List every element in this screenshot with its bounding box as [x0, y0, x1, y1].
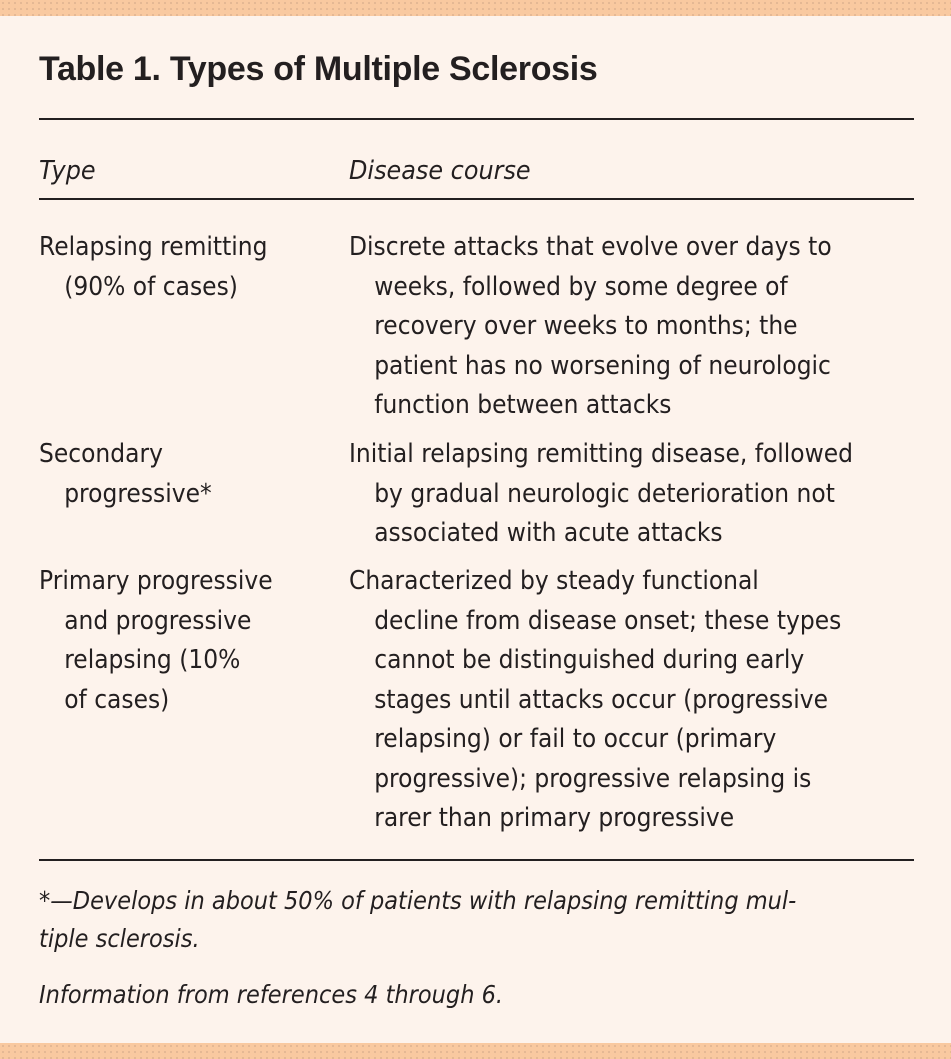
title-rule	[39, 118, 914, 120]
footnote-line: tiple sclerosis.	[39, 924, 200, 953]
course-line: Initial relapsing remitting disease, followed	[349, 439, 853, 469]
course-line: recovery over weeks to months; the	[374, 311, 798, 341]
type-line: Primary progressive	[39, 566, 273, 596]
type-line: relapsing (10%	[64, 645, 241, 675]
course-line: cannot be distinguished during early	[374, 645, 805, 675]
type-line: and progressive	[64, 605, 252, 636]
source-note: Information from references 4 through 6.	[39, 980, 504, 1009]
type-cell	[39, 562, 273, 720]
type-line: (90% of cases)	[64, 271, 238, 302]
course-line: decline from disease onset; these types	[374, 605, 842, 636]
column-header-type: Type	[39, 156, 96, 186]
column-header-disease-course: Disease course	[349, 156, 531, 186]
bottom-decorative-band	[0, 1043, 951, 1059]
course-line: associated with acute attacks	[374, 518, 723, 548]
course-line: Discrete attacks that evolve over days to	[349, 232, 832, 262]
course-line: weeks, followed by some degree of	[374, 271, 788, 302]
course-cell	[349, 228, 832, 426]
course-line: by gradual neurologic deterioration not	[374, 478, 835, 509]
type-line: Relapsing remitting	[39, 232, 268, 262]
course-line: relapsing) or fail to occur (primary	[374, 724, 777, 754]
top-decorative-band	[0, 0, 951, 16]
course-cell	[349, 435, 853, 554]
course-line: patient has no worsening of neurologic	[374, 350, 831, 381]
course-line: stages until attacks occur (progressive	[374, 684, 828, 715]
type-cell	[39, 228, 267, 307]
type-line: progressive*	[64, 478, 212, 509]
type-line: of cases)	[64, 684, 170, 715]
header-rule	[39, 198, 914, 200]
asterisk-footnote	[39, 882, 796, 958]
course-line: function between attacks	[374, 390, 672, 420]
course-cell	[349, 562, 841, 839]
footnote-line: *—Develops in about 50% of patients with relapsing remitting mul-	[39, 886, 797, 915]
type-line: Secondary	[39, 439, 163, 469]
table-title: Table 1. Types of Multiple Sclerosis	[39, 50, 598, 88]
table-bottom-rule	[39, 859, 914, 861]
course-line: rarer than primary progressive	[374, 803, 735, 833]
type-cell	[39, 435, 212, 514]
course-line: progressive); progressive relapsing is	[374, 763, 812, 794]
course-line: Characterized by steady functional	[349, 566, 759, 596]
